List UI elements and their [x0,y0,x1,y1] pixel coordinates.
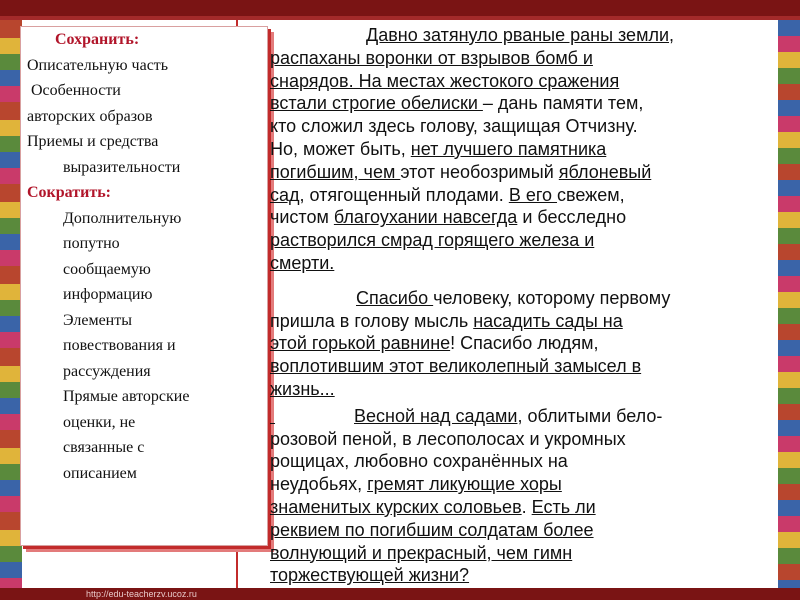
text-line: чистом [270,207,334,228]
text-line: насадить сады на [473,310,623,331]
cut-item: Дополнительную [63,209,182,227]
cut-item: Прямые авторские [63,388,190,405]
save-item: авторских образов [27,107,153,125]
cut-item: Элементы [63,311,132,329]
text-line: жизнь... [270,378,335,399]
essay-text [270,24,782,587]
text-line: волнующий и прекрасный, чем гимн [270,542,573,563]
text-line: погибшим, чем [270,161,401,182]
paragraph-1 [270,24,782,275]
cut-item: информацию [63,286,153,303]
text-line: , отягощенный плодами. [299,184,509,205]
text-line: снарядов. На местах жестокого сражения [270,70,620,91]
save-item: Описательную часть [27,56,169,74]
text-line: кто сложил здесь голову, защищая Отчизну. [270,116,638,137]
text-line: ! Спасибо людям, [450,333,599,354]
text-line: торжествующей жизни? [270,565,470,586]
text-line: Давно затянуло рваные раны земли, [366,25,675,45]
cut-item: оценки, не [63,413,136,431]
text-line: благоухании навсегда [333,207,518,228]
cut-item: сообщаемую [63,260,151,278]
paragraph-2 [270,287,782,401]
cut-item: связанные с [63,439,145,456]
cut-heading: Сократить: [27,184,111,201]
text-line: Но, может быть, [270,138,411,159]
text-line: нет лучшего памятника [410,138,607,159]
cut-item: рассуждения [63,362,151,380]
top-frame-bar [0,0,800,20]
text-line: . [521,496,532,517]
text-line: сад [270,184,300,205]
save-heading: Сохранить: [55,31,140,48]
text-line: встали строгие обелиски [270,93,483,114]
text-line: Весной над садами [354,405,518,426]
save-item: Приемы и средства [27,133,159,150]
save-item: выразительности [63,158,181,176]
text-line: знаменитых курских соловьев [270,496,522,517]
text-line: гремят ликующие хоры [367,474,562,495]
text-line: , облитыми бело- [517,405,663,426]
text-line: В его [508,184,558,205]
paragraph-3 [270,405,782,587]
text-line: рощицах, любовно сохранённых на [270,451,568,472]
text-line: Есть ли [531,496,596,517]
save-item: Особенности [27,82,121,99]
text-line: пришла в голову мысль [270,310,474,331]
text-line: растворился смрад горящего железа и [270,230,595,251]
text-line: свежем, [557,184,625,205]
text-line: – дань памяти тем, [482,93,644,114]
text-line: этой горькой равнине [270,333,451,354]
text-line: Спасибо [356,287,434,308]
footer-url: http://edu-teacherzv.ucoz.ru [86,589,197,599]
text-line: смерти. [270,252,335,273]
text-line: реквием по погибшим солдатам более [270,519,594,540]
text-line: яблоневый [558,161,652,182]
text-line: этот необозримый [400,161,559,182]
cut-item: описанием [63,464,137,482]
cut-item: попутно [63,235,120,252]
cut-item: повествования и [63,337,176,354]
text-line: воплотившим этот великолепный замысел в [270,356,642,377]
text-line: розовой пеной, в лесополосах и укромных [270,428,626,449]
indent-underline [270,405,354,428]
left-pencil-border [0,20,22,600]
text-line: распаханы воронки от взрывов бомб и [270,47,593,68]
text-line: человеку, которому первому [433,287,671,308]
text-line: и бесследно [517,207,627,228]
left-notes-panel [20,26,268,546]
text-line: неудобьях, [270,474,368,495]
